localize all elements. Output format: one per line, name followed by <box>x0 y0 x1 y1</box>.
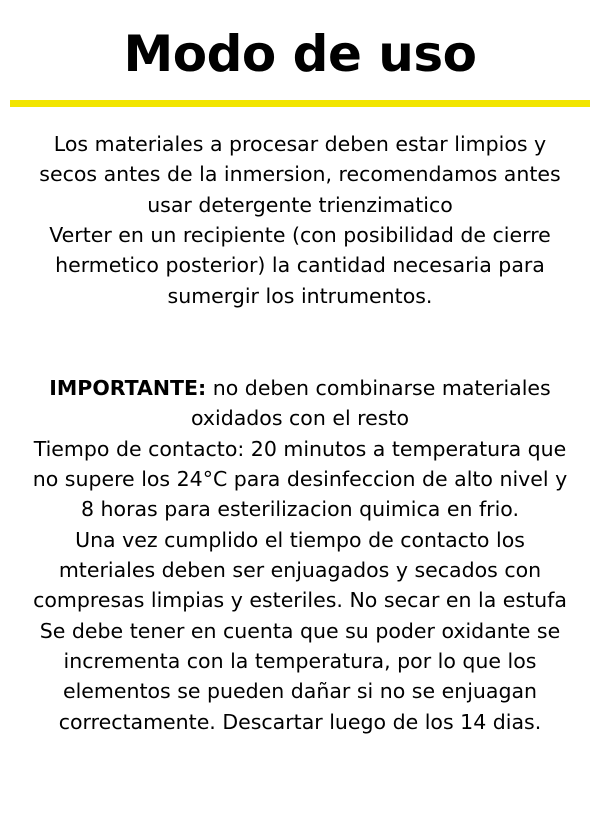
page-title: Modo de uso <box>123 25 477 83</box>
paragraph-recipiente: Verter en un recipiente (con posibilidad de cierre hermetico posterior) la cantidad necesaria para sumergir los intrumentos. <box>49 222 551 308</box>
paragraph-importante <box>24 373 576 434</box>
title-divider <box>10 100 590 107</box>
section-advertencias <box>10 311 590 737</box>
paragraph-oxidante: Se debe tener en cuenta que su poder oxidante se incrementa con la temperatura, por lo que los elementos se pueden dañar si no se enjuagan correctamente. Descartar luego de los 14 dias. <box>39 618 561 734</box>
section-preparacion <box>10 107 590 311</box>
importante-label: IMPORTANTE: <box>49 375 207 400</box>
paragraph-enjuague: Una vez cumplido el tiempo de contacto los mteriales deben ser enjuagados y secados con compresas limpias y esteriles. No secar en la estufa <box>33 527 567 613</box>
paragraph-tiempo-contacto: Tiempo de contacto: 20 minutos a temperatura que no supere los 24°C para desinfeccion de alto nivel y 8 horas para esterilizacion quimica en frio. <box>32 436 568 522</box>
paragraph-limpieza: Los materiales a procesar deben estar limpios y secos antes de la inmersion, recomendamos antes usar detergente trienzimatico <box>39 132 561 217</box>
importante-text: no deben combinarse materiales oxidados con el resto <box>190 375 551 431</box>
